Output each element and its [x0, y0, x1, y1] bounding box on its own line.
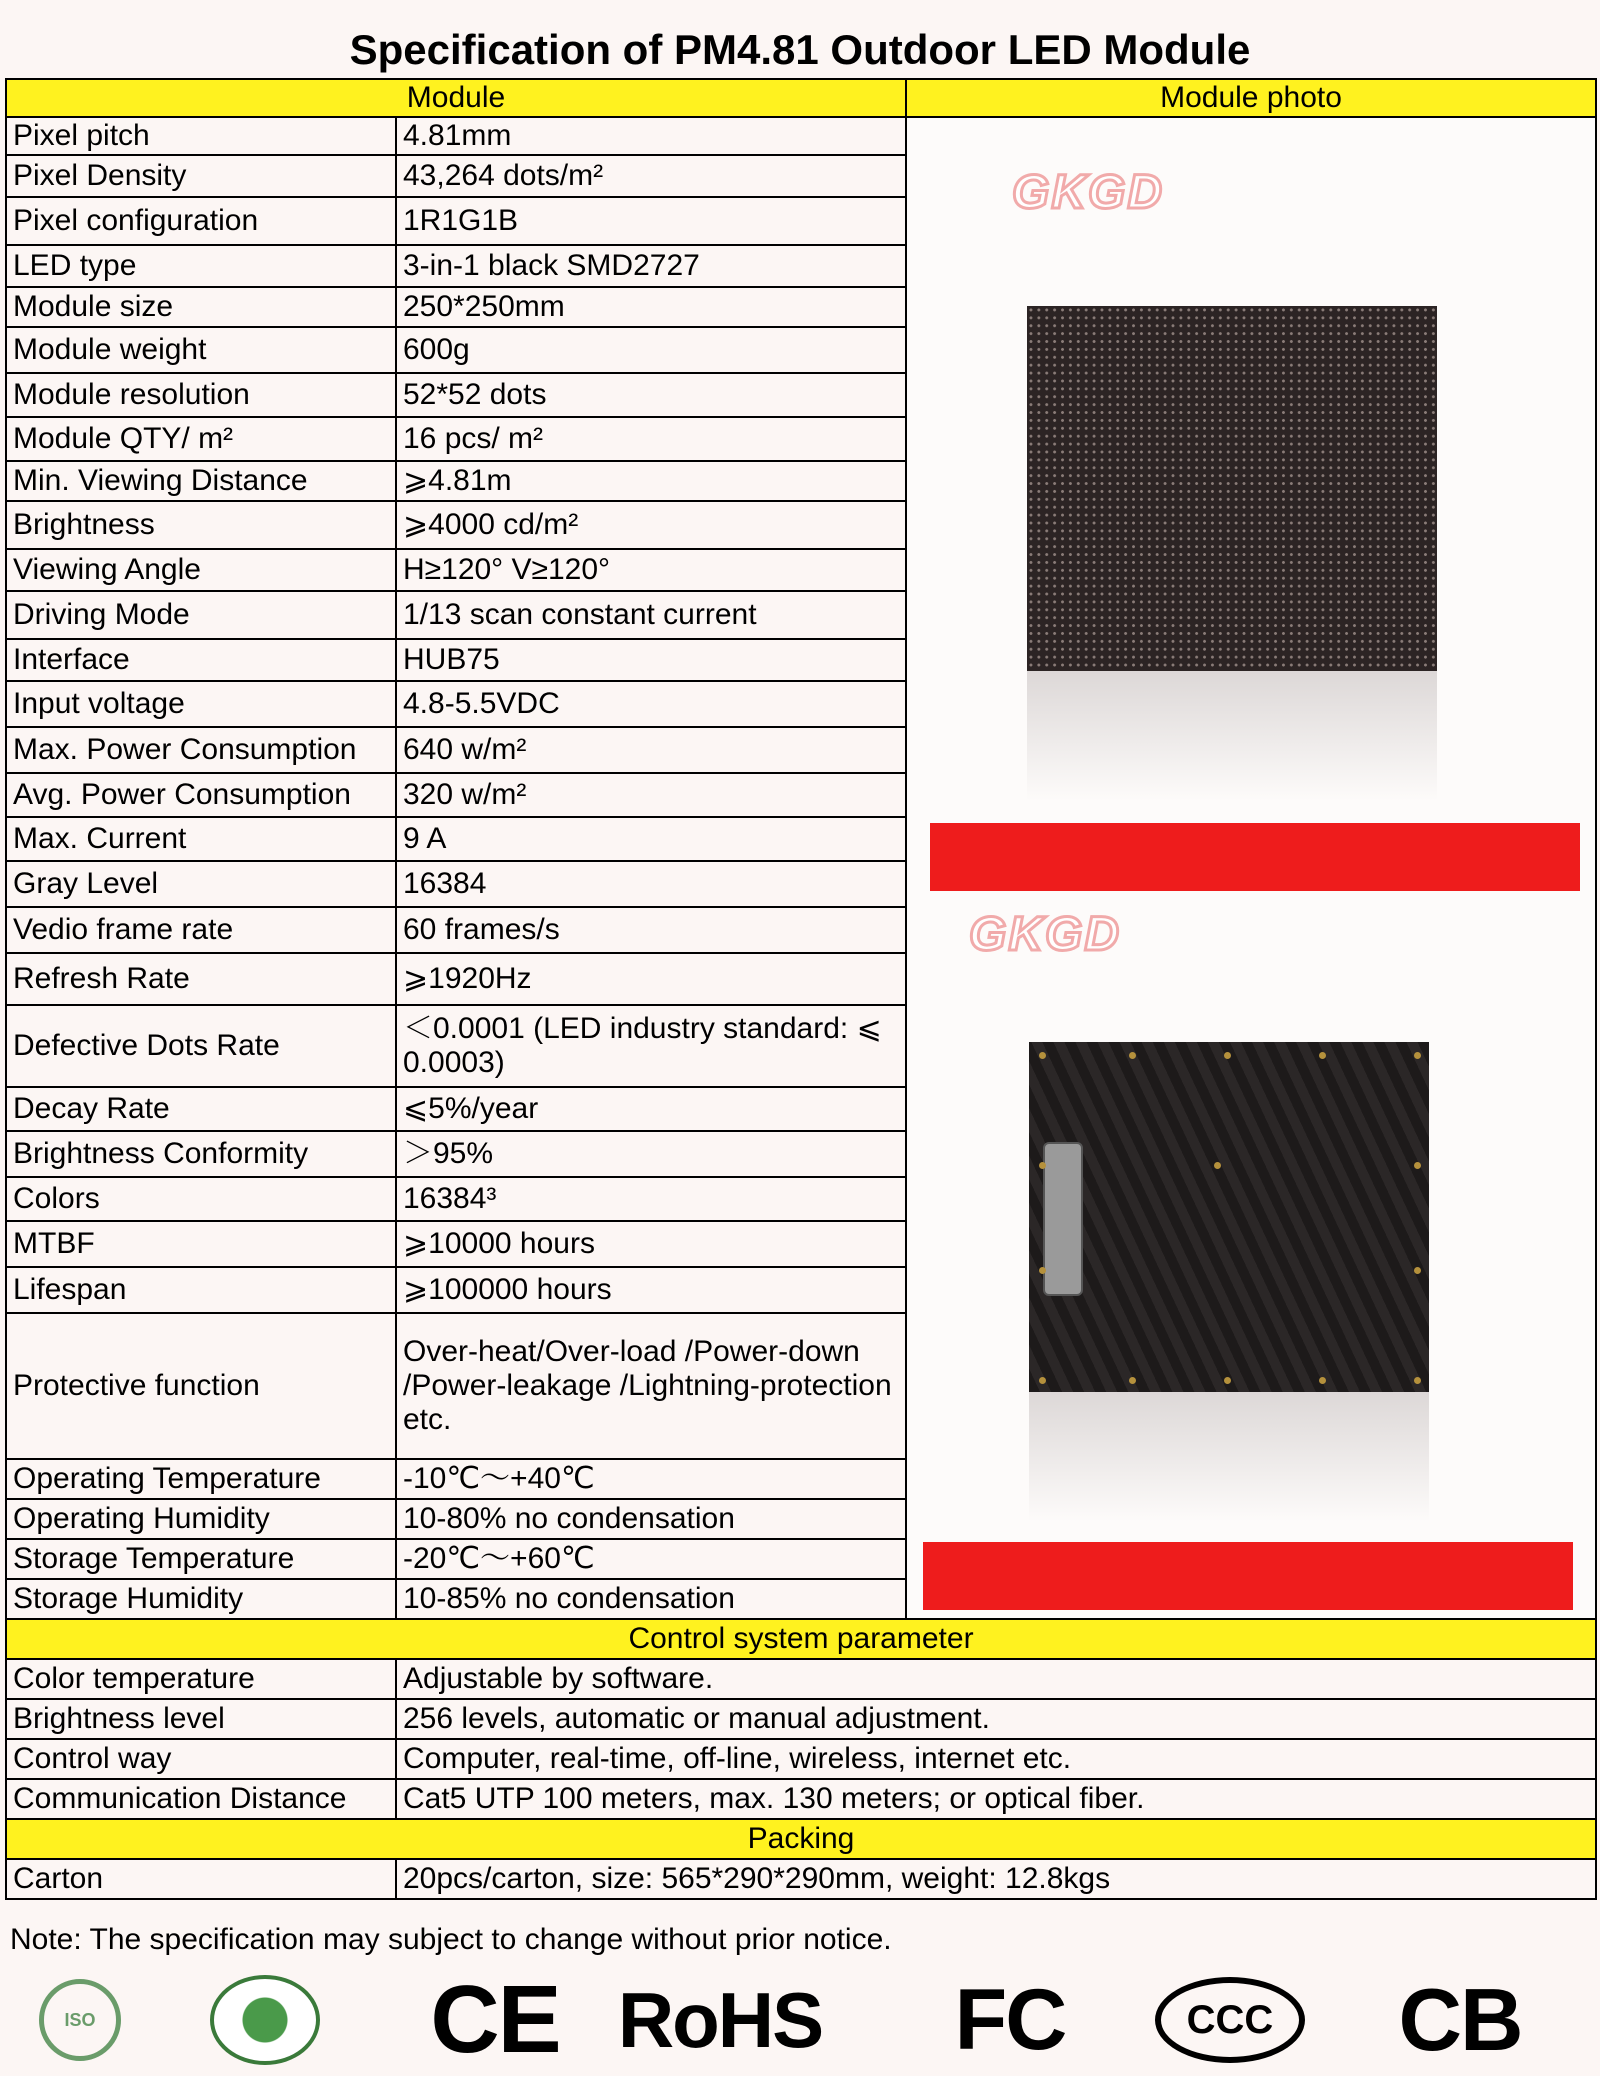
spec-label: LED type	[6, 245, 396, 287]
spec-label: Color temperature	[6, 1659, 396, 1699]
spec-value: 10-80% no condensation	[396, 1499, 906, 1539]
spec-label: Module QTY/ m²	[6, 417, 396, 461]
table-row	[6, 1739, 1596, 1779]
spec-value: 16384	[396, 861, 906, 907]
spec-label: Control way	[6, 1739, 396, 1779]
spec-value: ＞95%	[396, 1131, 906, 1177]
spec-value: -20℃～+60℃	[396, 1539, 906, 1579]
screw-icon	[1039, 1267, 1046, 1274]
spec-value: ⩾100000 hours	[396, 1267, 906, 1313]
packing-header-row	[6, 1819, 1596, 1859]
spec-value: 20pcs/carton, size: 565*290*290mm, weight: 12.8kgs	[396, 1859, 1596, 1899]
screw-icon	[1414, 1162, 1421, 1169]
spec-value: Adjustable by software.	[396, 1659, 1596, 1699]
screw-icon	[1039, 1162, 1046, 1169]
screw-icon	[1414, 1377, 1421, 1384]
spec-value: 4.8-5.5VDC	[396, 681, 906, 727]
module-header-row	[6, 79, 1596, 117]
screw-icon	[1214, 1162, 1221, 1169]
iso-logo	[30, 1975, 130, 2065]
screw-icon	[1319, 1052, 1326, 1059]
spec-label: Colors	[6, 1177, 396, 1221]
spec-table	[5, 78, 1597, 1900]
spec-label: Decay Rate	[6, 1087, 396, 1131]
spec-value: 1/13 scan constant current	[396, 591, 906, 639]
module-header: Module	[6, 79, 906, 117]
spec-value: ⩾10000 hours	[396, 1221, 906, 1267]
spec-value: 256 levels, automatic or manual adjustment.	[396, 1699, 1596, 1739]
spec-value: 250*250mm	[396, 287, 906, 327]
table-row	[6, 1859, 1596, 1899]
spec-value: 4.81mm	[396, 117, 906, 155]
spec-label: Operating Humidity	[6, 1499, 396, 1539]
spec-label: Max. Power Consumption	[6, 727, 396, 773]
cb-logo: CB	[1398, 1970, 1522, 2069]
spec-label: Brightness Conformity	[6, 1131, 396, 1177]
red-bar-1	[930, 823, 1580, 891]
spec-label: Avg. Power Consumption	[6, 773, 396, 817]
spec-value: 600g	[396, 327, 906, 373]
certification-seal-icon	[205, 1975, 325, 2065]
spec-label: Operating Temperature	[6, 1459, 396, 1499]
screw-icon	[1414, 1052, 1421, 1059]
spec-value: 9 A	[396, 817, 906, 861]
connector-icon	[1043, 1142, 1083, 1296]
spec-value: ⩽5%/year	[396, 1087, 906, 1131]
spec-label: Interface	[6, 639, 396, 681]
spec-value: -10℃～+40℃	[396, 1459, 906, 1499]
screw-icon	[1129, 1052, 1136, 1059]
spec-label: Module size	[6, 287, 396, 327]
ce-logo: CE	[430, 1966, 560, 2073]
spec-label: Defective Dots Rate	[6, 1005, 396, 1087]
ccc-logo-text: CCC	[1186, 1997, 1274, 2042]
red-bar-2	[923, 1542, 1573, 1610]
spec-label: Input voltage	[6, 681, 396, 727]
reflection-back	[1029, 1392, 1429, 1522]
screw-icon	[1039, 1052, 1046, 1059]
ccc-logo	[1150, 1975, 1310, 2065]
spec-label: Module weight	[6, 327, 396, 373]
spec-value: H≥120° V≥120°	[396, 549, 906, 591]
spec-label: Vedio frame rate	[6, 907, 396, 953]
spec-value: 43,264 dots/m²	[396, 155, 906, 197]
rohs-logo: RoHS	[617, 1975, 823, 2064]
spec-label: Brightness level	[6, 1699, 396, 1739]
brand-logo-back: GKGD	[969, 908, 1121, 961]
spec-value: 60 frames/s	[396, 907, 906, 953]
footnote: Note: The specification may subject to change without prior notice.	[10, 1923, 892, 1956]
screw-icon	[1129, 1377, 1136, 1384]
spec-value: 640 w/m²	[396, 727, 906, 773]
spec-label: Protective function	[6, 1313, 396, 1459]
spec-value: ⩾4000 cd/m²	[396, 501, 906, 549]
control-header-row	[6, 1619, 1596, 1659]
spec-value: 16 pcs/ m²	[396, 417, 906, 461]
page-title: Specification of PM4.81 Outdoor LED Module	[349, 26, 1251, 73]
spec-value: ＜0.0001 (LED industry standard: ⩽ 0.0003)	[396, 1005, 906, 1087]
spec-label: Pixel pitch	[6, 117, 396, 155]
spec-label: Communication Distance	[6, 1779, 396, 1819]
spec-value: 1R1G1B	[396, 197, 906, 245]
spec-label: Viewing Angle	[6, 549, 396, 591]
screw-icon	[1224, 1052, 1231, 1059]
spec-value: HUB75	[396, 639, 906, 681]
spec-label: Pixel Density	[6, 155, 396, 197]
spec-label: Pixel configuration	[6, 197, 396, 245]
screw-icon	[1224, 1377, 1231, 1384]
spec-label: Brightness	[6, 501, 396, 549]
spec-value: 3-in-1 black SMD2727	[396, 245, 906, 287]
spec-value: Cat5 UTP 100 meters, max. 130 meters; or optical fiber.	[396, 1779, 1596, 1819]
module-photo-header: Module photo	[906, 79, 1596, 117]
reflection-front	[1027, 671, 1437, 801]
module-photo-panel	[906, 117, 1596, 1619]
spec-value: 16384³	[396, 1177, 906, 1221]
spec-value: ⩾1920Hz	[396, 953, 906, 1005]
led-module-back-image	[1029, 1042, 1429, 1392]
table-row	[6, 1659, 1596, 1699]
spec-label: Storage Humidity	[6, 1579, 396, 1619]
spec-value: 52*52 dots	[396, 373, 906, 417]
spec-label: Carton	[6, 1859, 396, 1899]
iso-logo-text: ISO	[64, 2009, 96, 2030]
led-module-front-image	[1027, 306, 1437, 671]
table-row	[6, 1779, 1596, 1819]
spec-label: Storage Temperature	[6, 1539, 396, 1579]
fc-logo: FC	[954, 1971, 1066, 2068]
screw-icon	[1319, 1377, 1326, 1384]
spec-label: Gray Level	[6, 861, 396, 907]
spec-label: Lifespan	[6, 1267, 396, 1313]
spec-value: Over-heat/Over-load /Power-down /Power-leakage /Lightning-protection etc.	[396, 1313, 906, 1459]
screw-icon	[1414, 1267, 1421, 1274]
spec-label: Max. Current	[6, 817, 396, 861]
brand-logo-front: GKGD	[1012, 166, 1164, 219]
table-row	[6, 117, 1596, 155]
spec-label: MTBF	[6, 1221, 396, 1267]
spec-label: Driving Mode	[6, 591, 396, 639]
spec-value: 10-85% no condensation	[396, 1579, 906, 1619]
screw-icon	[1039, 1377, 1046, 1384]
spec-label: Refresh Rate	[6, 953, 396, 1005]
spec-label: Module resolution	[6, 373, 396, 417]
table-row	[6, 1699, 1596, 1739]
spec-value: 320 w/m²	[396, 773, 906, 817]
spec-label: Min. Viewing Distance	[6, 461, 396, 501]
spec-value: Computer, real-time, off-line, wireless, internet etc.	[396, 1739, 1596, 1779]
control-header: Control system parameter	[6, 1619, 1596, 1659]
spec-value: ⩾4.81m	[396, 461, 906, 501]
packing-header: Packing	[6, 1819, 1596, 1859]
